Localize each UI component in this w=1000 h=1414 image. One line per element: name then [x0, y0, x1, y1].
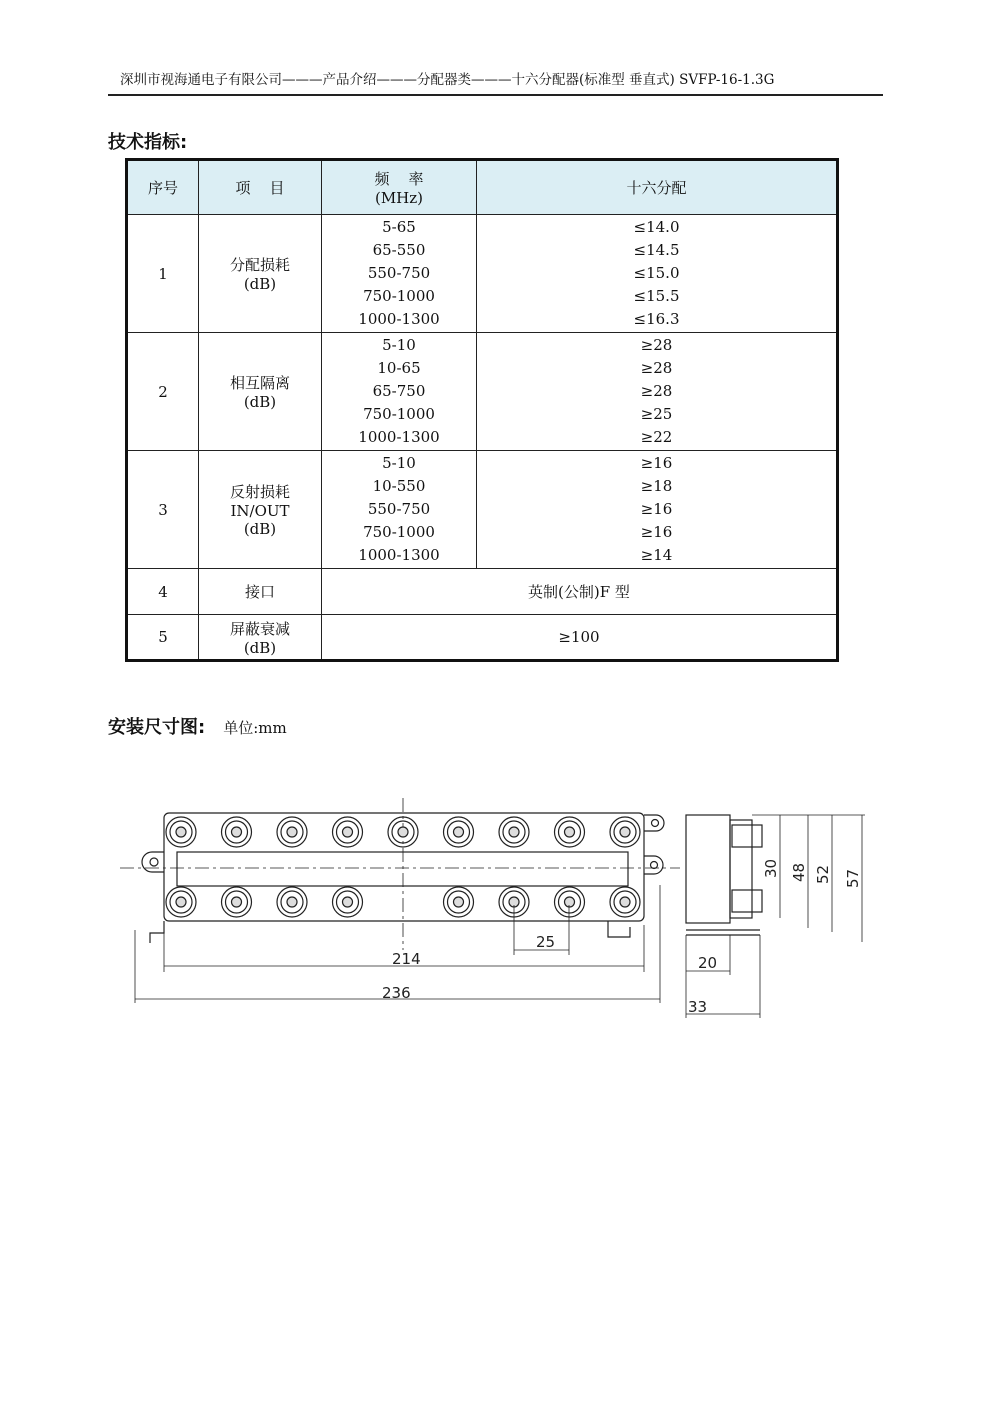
table-row: [127, 451, 838, 569]
freq-cell: 750-1000: [363, 405, 435, 423]
f-connector-port: [454, 827, 464, 837]
row-no: 1: [127, 215, 199, 333]
row-merged-value: ≥100: [322, 615, 838, 661]
row-values: [477, 451, 838, 569]
f-connector-port: [232, 827, 242, 837]
item-line: 分配损耗: [229, 256, 290, 274]
freq-cell: 1000-1300: [358, 310, 440, 328]
table-row: [127, 615, 838, 661]
freq-cell: 550-750: [367, 500, 431, 518]
item-line: 反射损耗: [229, 483, 290, 501]
header-freq: [322, 160, 477, 215]
side-view: [686, 815, 762, 935]
f-connector-port: [287, 827, 297, 837]
f-connector-port: [176, 827, 186, 837]
item-line: (dB): [243, 393, 277, 411]
value-cell: ≥16: [640, 523, 673, 541]
table-row: [127, 333, 838, 451]
installation-drawing: [120, 790, 880, 1030]
value-cell: ≥18: [640, 477, 673, 495]
freq-cell: 5-10: [382, 454, 416, 472]
value-cell: ≥16: [640, 454, 673, 472]
freq-cell: 1000-1300: [358, 428, 440, 446]
row-item: [199, 451, 322, 569]
install-title: [108, 713, 287, 739]
dim-depth: 20: [698, 954, 718, 972]
freq-cell: 1000-1300: [358, 546, 440, 564]
f-connector-port: [454, 897, 464, 907]
value-cell: ≤14.0: [633, 218, 680, 236]
header-item: 项 目: [199, 160, 322, 215]
row-item: [199, 569, 322, 615]
dim-h4: 57: [844, 868, 862, 888]
freq-cell: 750-1000: [363, 287, 435, 305]
value-cell: ≥28: [640, 336, 673, 354]
value-cell: ≥16: [640, 500, 673, 518]
item-line: (dB): [243, 520, 277, 538]
page-header: 深圳市视海通电子有限公司———产品介绍———分配器类———十六分配器(标准型 垂直式) SVFP-16-1.3G: [108, 70, 883, 96]
f-connector-port: [620, 827, 630, 837]
row-item: [199, 333, 322, 451]
row-values: [477, 333, 838, 451]
dim-h3: 52: [814, 864, 832, 884]
table-row: [127, 215, 838, 333]
row-freqs: [322, 215, 477, 333]
value-cell: ≥14: [640, 546, 673, 564]
f-connector-port: [287, 897, 297, 907]
f-connector-port: [620, 897, 630, 907]
row-item: [199, 615, 322, 661]
row-values: [477, 215, 838, 333]
value-cell: ≤15.5: [633, 287, 680, 305]
row-no: 4: [127, 569, 199, 615]
install-title-text: 安装尺寸图:: [108, 717, 206, 738]
header-freq-unit: (MHz): [374, 189, 424, 207]
spec-table: [125, 158, 839, 662]
row-freqs: [322, 451, 477, 569]
freq-cell: 65-550: [372, 241, 426, 259]
header-freq-label: 频 率: [374, 170, 424, 188]
item-line: (dB): [243, 638, 277, 657]
dim-total-depth: 33: [688, 998, 708, 1016]
value-cell: ≥25: [640, 405, 673, 423]
table-row: [127, 569, 838, 615]
value-cell: ≥22: [640, 428, 673, 446]
header-no: 序号: [127, 160, 199, 215]
row-no: 2: [127, 333, 199, 451]
tech-spec-title: 技术指标:: [108, 132, 188, 153]
item-line: 屏蔽衰减: [229, 619, 290, 638]
value-cell: ≤15.0: [633, 264, 680, 282]
freq-cell: 550-750: [367, 264, 431, 282]
dim-inner-length: 214: [392, 950, 421, 968]
freq-cell: 750-1000: [363, 523, 435, 541]
freq-cell: 65-750: [372, 382, 426, 400]
row-freqs: [322, 333, 477, 451]
f-connector-port: [343, 827, 353, 837]
value-cell: ≤14.5: [633, 241, 680, 259]
f-connector-port: [398, 827, 408, 837]
item-line: (dB): [243, 275, 277, 293]
dim-pitch: 25: [536, 933, 556, 951]
f-connector-port: [343, 897, 353, 907]
item-line: 相互隔离: [229, 374, 290, 392]
freq-cell: 5-10: [382, 336, 416, 354]
value-cell: ≤16.3: [633, 310, 680, 328]
install-unit: 单位:mm: [223, 719, 287, 737]
dim-h1: 30: [762, 858, 780, 878]
dim-total-length: 236: [382, 984, 411, 1002]
value-cell: ≥28: [640, 359, 673, 377]
freq-cell: 5-65: [382, 218, 416, 236]
dim-h2: 48: [790, 862, 808, 882]
freq-cell: 10-65: [377, 359, 421, 377]
side-dimensions: [686, 815, 865, 1018]
f-connector-port: [509, 827, 519, 837]
row-no: 3: [127, 451, 199, 569]
value-cell: ≥28: [640, 382, 673, 400]
f-connector-port: [565, 897, 575, 907]
f-connector-port: [232, 897, 242, 907]
header-value: 十六分配: [477, 160, 838, 215]
table-header-row: [127, 160, 838, 215]
f-connector-port: [565, 827, 575, 837]
row-merged-value: 英制(公制)F 型: [322, 569, 838, 615]
item-line: IN/OUT: [230, 502, 290, 520]
freq-cell: 10-550: [372, 477, 426, 495]
f-connector-port: [176, 897, 186, 907]
row-no: 5: [127, 615, 199, 661]
row-item: [199, 215, 322, 333]
item-line: 接口: [244, 583, 275, 601]
